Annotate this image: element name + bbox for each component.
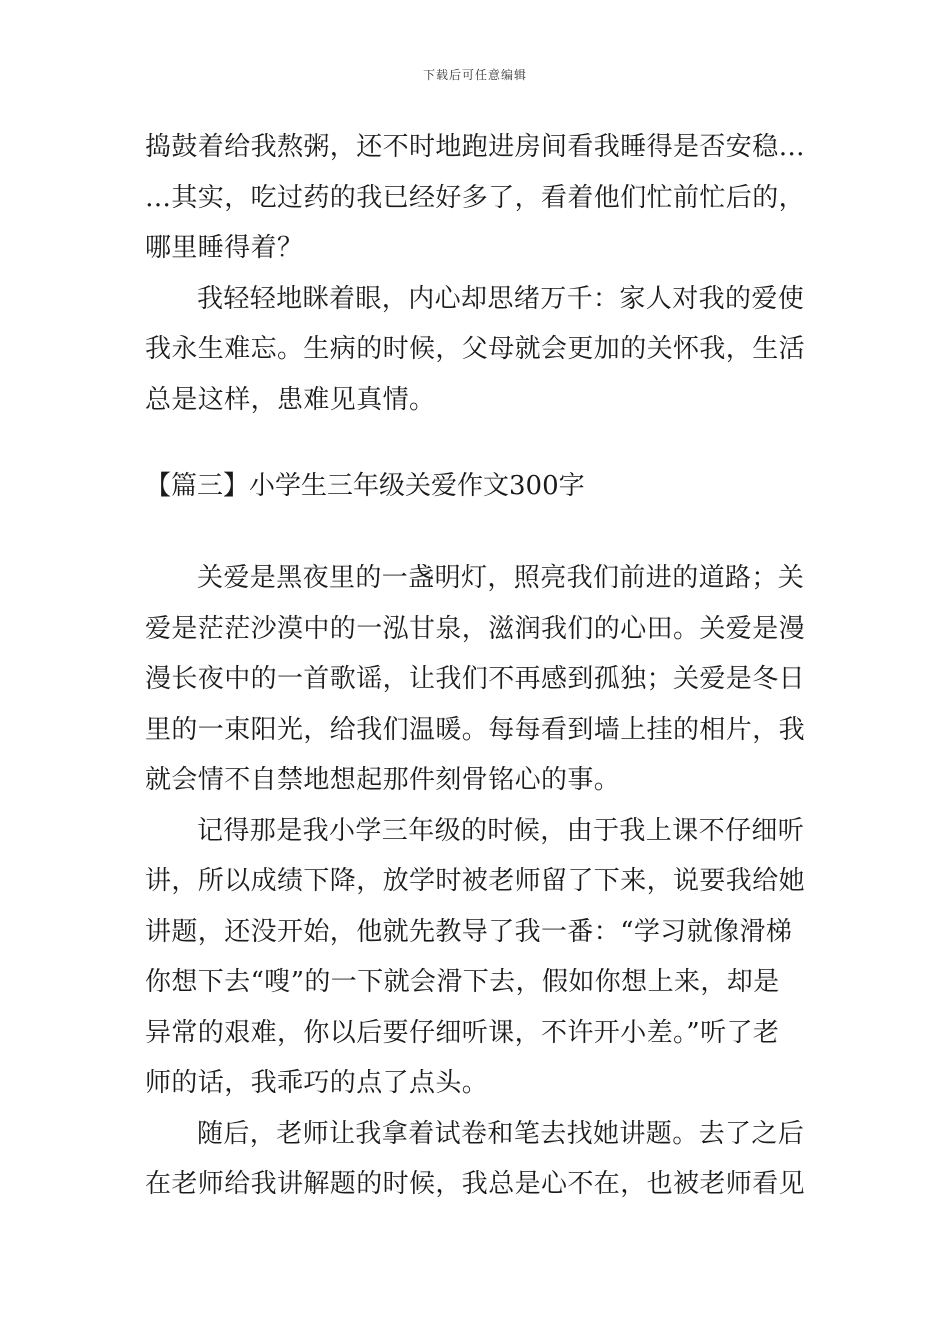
text-line: 异常的艰难，你以后要仔细听课，不许开小差。”听了老	[145, 1017, 780, 1048]
text-line: 我永生难忘。生病的时候，父母就会更加的关怀我，生活	[145, 334, 806, 364]
text-line: 漫长夜中的一首歌谣，让我们不再感到孤独；关爱是冬日	[145, 664, 806, 694]
text-line: 爱是茫茫沙漠中的一泓甘泉，滋润我们的心田。关爱是漫	[145, 613, 806, 644]
text-line: 随后，老师让我拿着试卷和笔去找她讲题。去了之后	[197, 1118, 805, 1149]
paragraph-2	[145, 806, 809, 1109]
text-line: 我轻轻地眯着眼，内心却思绪万千：家人对我的爱使	[197, 283, 805, 314]
text-line: 记得那是我小学三年级的时候，由于我上课不仔细听	[197, 815, 805, 846]
paragraph-3	[145, 1109, 809, 1210]
text-line: 师的话，我乖巧的点了点头。	[145, 1068, 489, 1098]
paragraph-prev-2	[145, 274, 809, 426]
text-line: 关爱是黑夜里的一盏明灯，照亮我们前进的道路；关	[197, 563, 805, 593]
text-line: 讲，所以成绩下降，放学时被老师留了下来，说要我给她	[145, 866, 806, 896]
text-line: …其实，吃过药的我已经好多了，看着他们忙前忙后的，	[145, 182, 806, 213]
text-line: 哪里睡得着？	[145, 233, 304, 263]
paragraph-1	[145, 553, 809, 806]
text-line: 捣鼓着给我熬粥，还不时地跑进房间看我睡得是否安稳…	[145, 132, 806, 162]
text-line: 在老师给我讲解题的时候，我总是心不在，也被老师看见	[145, 1169, 806, 1199]
document-body	[145, 122, 809, 1210]
page-header: 下载后可任意编辑	[422, 68, 527, 82]
text-line: 里的一束阳光，给我们温暖。每每看到墙上挂的相片，我	[145, 714, 806, 745]
text-line: 总是这样，患难见真情。	[145, 384, 436, 415]
text-line: 讲题，还没开始，他就先教导了我一番：“学习就像滑梯	[145, 916, 793, 947]
section-heading: 【篇三】小学生三年级关爱作文300字	[145, 471, 585, 501]
text-line: 就会情不自禁地想起那件刻骨铭心的事。	[145, 765, 621, 795]
text-line: 你想下去“嗖”的一下就会滑下去，假如你想上来，却是	[145, 967, 780, 997]
paragraph-prev-continued	[145, 122, 809, 274]
